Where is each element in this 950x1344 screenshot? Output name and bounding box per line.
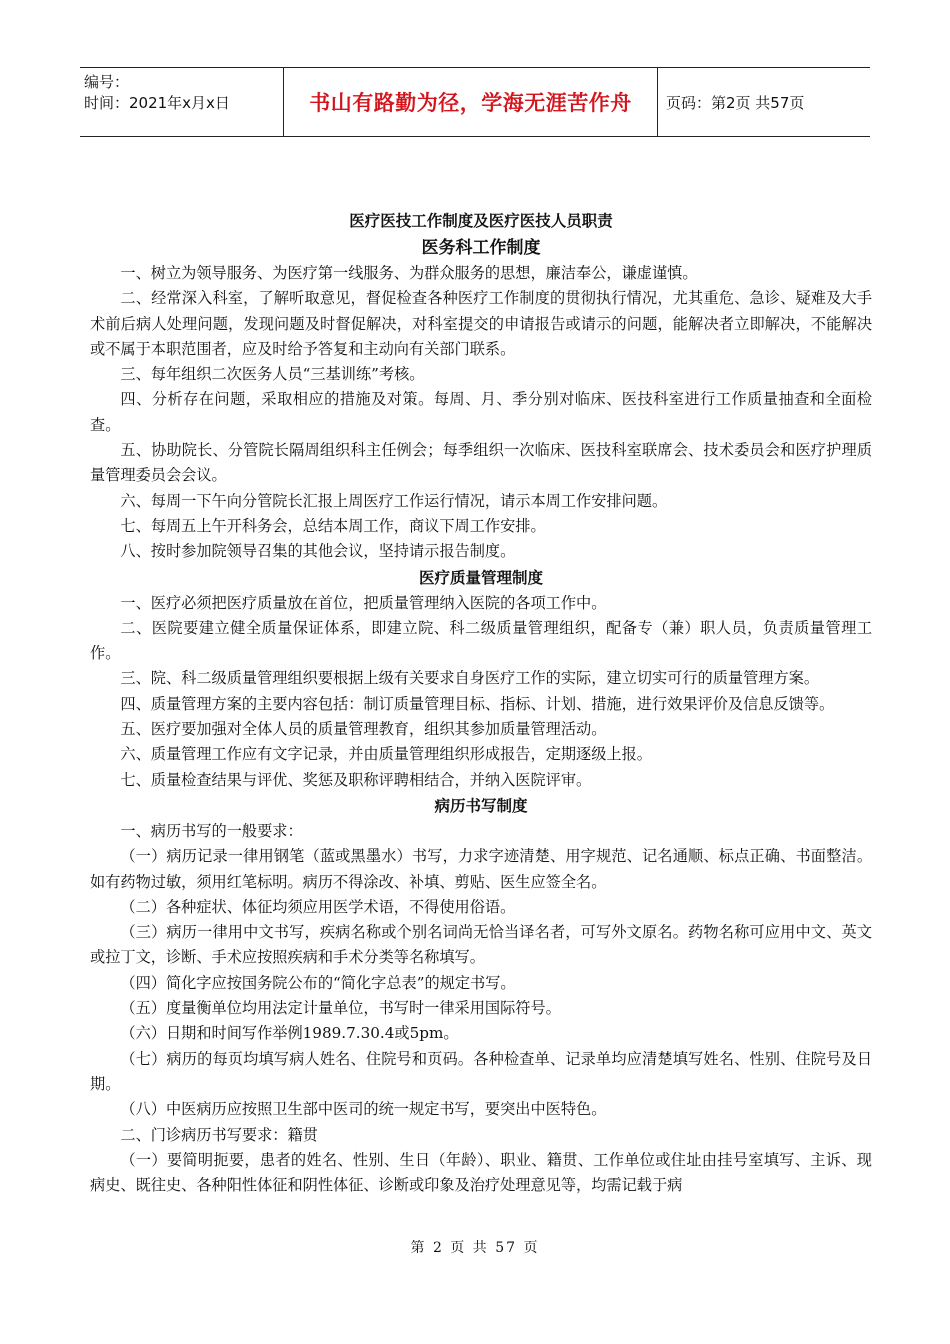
paragraph: 四、质量管理方案的主要内容包括：制订质量管理目标、指标、计划、措施，进行效果评价及信息反馈等。 — [120, 694, 835, 713]
paragraph: 五、协助院长、分管院长隔周组织科主任例会；每季组织一次临床、医技科室联席会、技术委员会和医疗护理质量管理委员会会议。 — [90, 441, 872, 485]
paragraph: 三、每年组织二次医务人员“三基训练”考核。 — [120, 365, 425, 384]
paragraph: 六、每周一下午向分管院长汇报上周医疗工作运行情况，请示本周工作安排问题。 — [120, 491, 668, 510]
section-title-quality-management: 医疗质量管理制度 — [418, 568, 543, 587]
header-page-info: 页码：第2页 共57页 — [666, 93, 805, 112]
paragraph: 二、门诊病历书写要求：籍贯 — [120, 1125, 318, 1144]
date-line: 时间：2021年x月x日 — [84, 94, 230, 112]
paragraph: 七、每周五上午开科务会，总结本周工作，商议下周工作安排。 — [120, 516, 546, 535]
paragraph: 二、经常深入科室，了解听取意见，督促检查各种医疗工作制度的贯彻执行情况，尤其重危、急诊、疑难及大手术前后病人处理问题，发现问题及时督促解决，对科室提交的申请报告或请示的问题，能解决者立即解决，不能解决或不属于本职范围者，应及时给予答复和主动向有关部门联系。 — [90, 289, 872, 358]
paragraph: （一）病历记录一律用钢笔（蓝或黑墨水）书写，力求字迹清楚、用字规范、记名通顺、标点正确、书面整洁。如有药物过敏，须用红笔标明。病历不得涂改、补填、剪贴、医生应签全名。 — [90, 847, 872, 891]
section-title-medical-records: 病历书写制度 — [434, 796, 528, 815]
paragraph: （六）日期和时间写作举例1989.7.30.4或5pm。 — [120, 1024, 459, 1043]
document-body — [90, 208, 872, 1198]
paragraph: 六、质量管理工作应有文字记录，并由质量管理组织形成报告，定期逐级上报。 — [120, 745, 652, 764]
section-title-medical-affairs: 医务科工作制度 — [421, 238, 541, 258]
header-motto: 书山有路勤为径，学海无涯苦作舟 — [284, 68, 658, 136]
paragraph: 一、病历书写的一般要求： — [120, 821, 303, 840]
paragraph: （三）病历一律用中文书写，疾病名称或个别名词尚无恰当译名者，可写外文原名。药物名称可应用中文、英文或拉丁文，诊断、手术应按照疾病和手术分类等名称填写。 — [90, 923, 872, 967]
header-table — [80, 67, 870, 137]
paragraph: （七）病历的每页均填写病人姓名、住院号和页码。各种检查单、记录单均应清楚填写姓名、性别、住院号及日期。 — [90, 1049, 872, 1093]
paragraph: （八）中医病历应按照卫生部中医司的统一规定书写，要突出中医特色。 — [120, 1100, 607, 1119]
paragraph: （一）要简明扼要，患者的姓名、性别、生日（年龄）、职业、籍贯、工作单位或住址由挂号室填写、主诉、现病史、既往史、各种阳性体征和阴性体征、诊断或印象及治疗处理意见等，均需记载于病 — [90, 1150, 872, 1195]
paragraph: 一、树立为领导服务、为医疗第一线服务、为群众服务的思想，廉洁奉公，谦虚谨慎。 — [120, 264, 698, 282]
paragraph: 四、分析存在问题，采取相应的措施及对策。每周、月、季分别对临床、医技科室进行工作质量抽查和全面检查。 — [90, 390, 872, 434]
header-meta-cell — [80, 68, 284, 136]
paragraph: （四）简化字应按国务院公布的“简化字总表”的规定书写。 — [120, 973, 516, 992]
paragraph: （五）度量衡单位均用法定计量单位，书写时一律采用国际符号。 — [120, 999, 561, 1018]
paragraph: 三、院、科二级质量管理组织要根据上级有关要求自身医疗工作的实际，建立切实可行的质量管理方案。 — [120, 669, 820, 688]
paragraph: 八、按时参加院领导召集的其他会议，坚持请示报告制度。 — [120, 542, 516, 561]
number-label: 编号： — [84, 73, 130, 91]
paragraph: 五、医疗要加强对全体人员的质量管理教育，组织其参加质量管理活动。 — [120, 720, 607, 739]
paragraph: 七、质量检查结果与评优、奖惩及职称评聘相结合，并纳入医院评审。 — [120, 770, 592, 789]
paragraph: （二）各种症状、体征均须应用医学术语，不得使用俗语。 — [120, 897, 516, 916]
paragraph: 二、医院要建立健全质量保证体系，即建立院、科二级质量管理组织，配备专（兼）职人员，负责质量管理工作。 — [90, 618, 872, 663]
main-title: 医疗医技工作制度及医疗医技人员职责 — [349, 212, 613, 230]
paragraph: 一、医疗必须把医疗质量放在首位，把质量管理纳入医院的各项工作中。 — [120, 593, 607, 612]
page-footer: 第 2 页 共 57 页 — [410, 1240, 540, 1256]
